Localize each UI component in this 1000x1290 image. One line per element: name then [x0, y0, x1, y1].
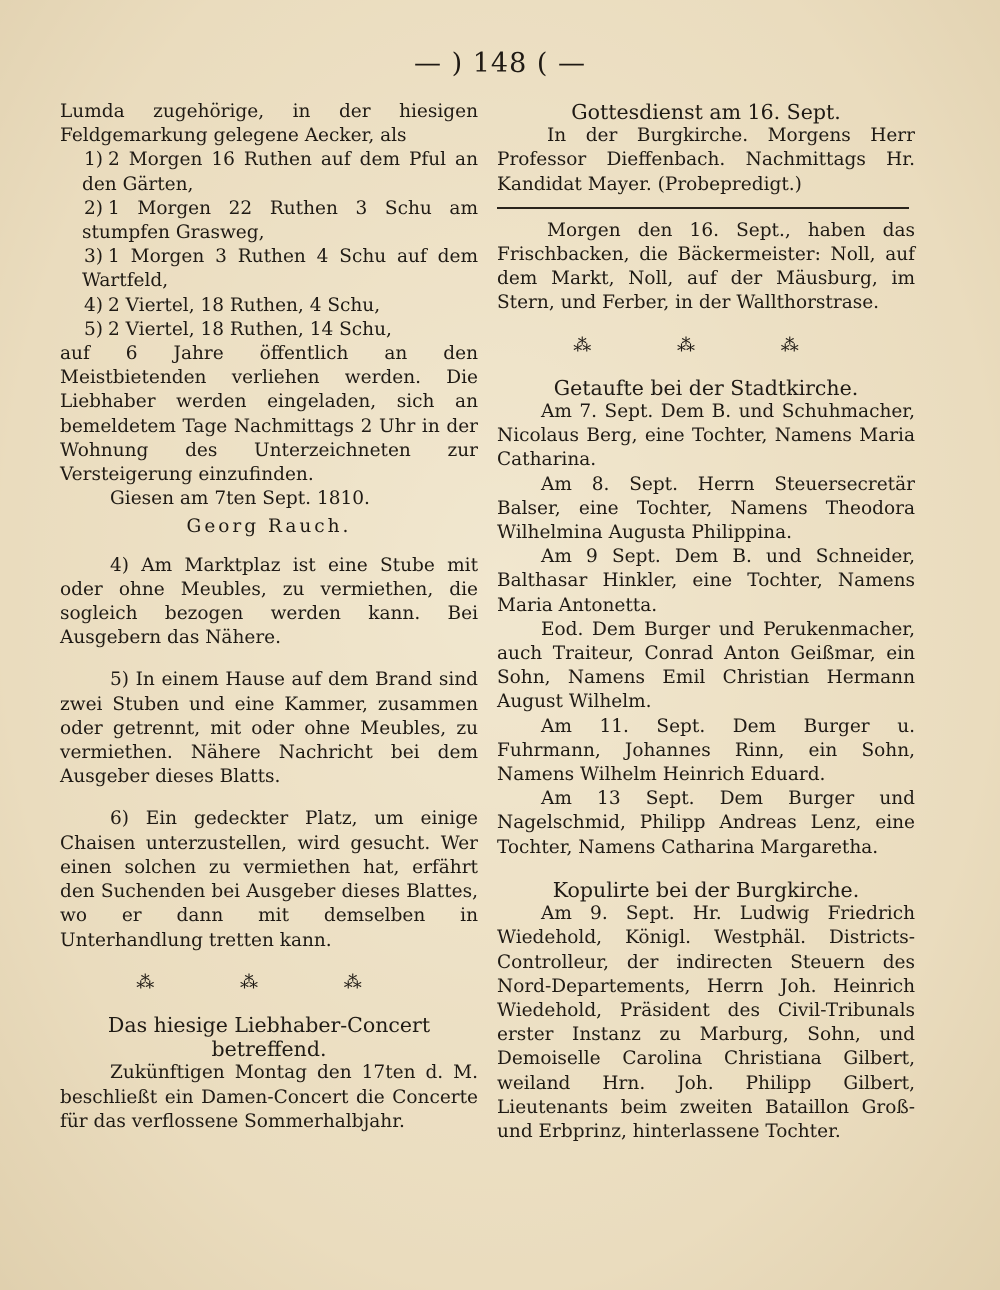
baptized-heading: Getaufte bei der Stadtkirche. [553, 375, 859, 400]
list-item: Am 13 Sept. Dem Burger und Nagelschmid, Philipp Andreas Lenz, eine Tochter, Namens Catharina Margaretha. [497, 788, 915, 858]
service-heading: Gottesdienst am 16. Sept. [571, 100, 841, 124]
left-column [60, 100, 478, 1134]
section-divider-stars: ⁂ ⁂ ⁂ [136, 971, 402, 993]
list-item: 3) 1 Morgen 3 Ruthen 4 Schu auf dem Wartfeld, [82, 246, 478, 292]
notice-4: 4) Am Marktplaz ist eine Stube mit oder ohne Meubles, zu vermiethen, die sogleich bezogen werden kann. Bei Ausgebern das Nähere. [60, 554, 478, 649]
divider-rule [497, 207, 909, 209]
married-text: Am 9. Sept. Hr. Ludwig Friedrich Wiedehold, Königl. Westphäl. Districts-Controlleur, der indirecten Steuern des Nord-Departements, Herrn Joh. Heinrich Wiedehold, Präsident des Civil-Tribunals erster Instanz zu Marburg, Sohn, und Demoiselle Carolina Christiana Gilbert, weiland Hrn. Joh. Philipp Gilbert, Lieutenants beim zweiten Bataillon Groß- und Erbprinz, hinterlassene Tochter. [497, 903, 915, 1142]
list-item: Eod. Dem Burger und Perukenmacher, auch Traiteur, Conrad Anton Geißmar, ein Sohn, Namens Emil Christian Hermann August Wilhelm. [497, 618, 915, 713]
bakers-text: Morgen den 16. Sept., haben das Frischbacken, die Bäckermeister: Noll, auf dem Markt, Noll, auf der Mäusburg, im Stern, und Ferber, in der Wallthorstrase. [497, 219, 915, 314]
list-item: Am 7. Sept. Dem B. und Schuhmacher, Nicolaus Berg, eine Tochter, Namens Maria Catharina. [497, 401, 915, 471]
concert-text: Zukünftigen Montag den 17ten d. M. beschließt ein Damen-Concert die Concerte für das verflossene Sommerhalbjahr. [60, 1062, 478, 1132]
notice-6: 6) Ein gedeckter Platz, um einige Chaisen unterzustellen, wird gesucht. Wer einen solchen zu vermiethen hat, erfährt den Suchenden bei Ausgeber dieses Blattes, wo er dann mit demselben in Unterhandlung tretten kann. [60, 808, 478, 951]
parcel-list [60, 148, 478, 342]
list-item: 4) 2 Viertel, 18 Ruthen, 4 Schu, [84, 294, 381, 316]
concert-heading: Das hiesige Liebhaber-Concert betreffend. [107, 1012, 431, 1062]
signature: Georg Rauch. [186, 516, 352, 538]
list-item: 5) 2 Viertel, 18 Ruthen, 14 Schu, [84, 318, 392, 340]
list-item: 2) 1 Morgen 22 Ruthen 3 Schu am stumpfen Grasweg, [82, 197, 478, 244]
list-item: Am 9 Sept. Dem B. und Schneider, Balthasar Hinkler, eine Tochter, Namens Maria Antonetta. [497, 546, 915, 616]
auction-intro: Lumda zugehörige, in der hiesigen Feldgemarkung gelegene Aecker, als [60, 101, 478, 147]
notice-5: 5) In einem Hause auf dem Brand sind zwei Stuben und eine Kammer, zusammen oder getrennt, mit oder ohne Meubles, zu vermiethen. Nähere Nachricht bei dem Ausgeber dieses Blatts. [60, 669, 478, 788]
list-item: 1) 2 Morgen 16 Ruthen auf dem Pful an den Gärten, [82, 149, 478, 195]
auction-text: auf 6 Jahre öffentlich an den Meistbietenden verliehen werden. Die Liebhaber werden eingeladen, sich an bemeldetem Tage Nachmittags 2 Uhr in der Wohnung des Unterzeichneten zur Versteigerung einzufinden. [60, 343, 478, 486]
married-heading: Kopulirte bei der Burgkirche. [552, 877, 860, 902]
date-line: Giesen am 7ten Sept. 1810. [110, 488, 370, 510]
section-divider-stars: ⁂ ⁂ ⁂ [573, 334, 839, 356]
service-text: In der Burgkirche. Morgens Herr Professor Dieffenbach. Nachmittags Hr. Kandidat Mayer. (Probepredigt.) [497, 125, 915, 195]
list-item: Am 11. Sept. Dem Burger u. Fuhrmann, Johannes Rinn, ein Sohn, Namens Wilhelm Heinrich Eduard. [497, 715, 915, 786]
right-column [497, 100, 915, 1144]
page-number: — ) 148 ( — [414, 48, 586, 79]
list-item: Am 8. Sept. Herrn Steuersecretär Balser, eine Tochter, Namens Theodora Wilhelmina Augusta Philippina. [497, 473, 915, 544]
